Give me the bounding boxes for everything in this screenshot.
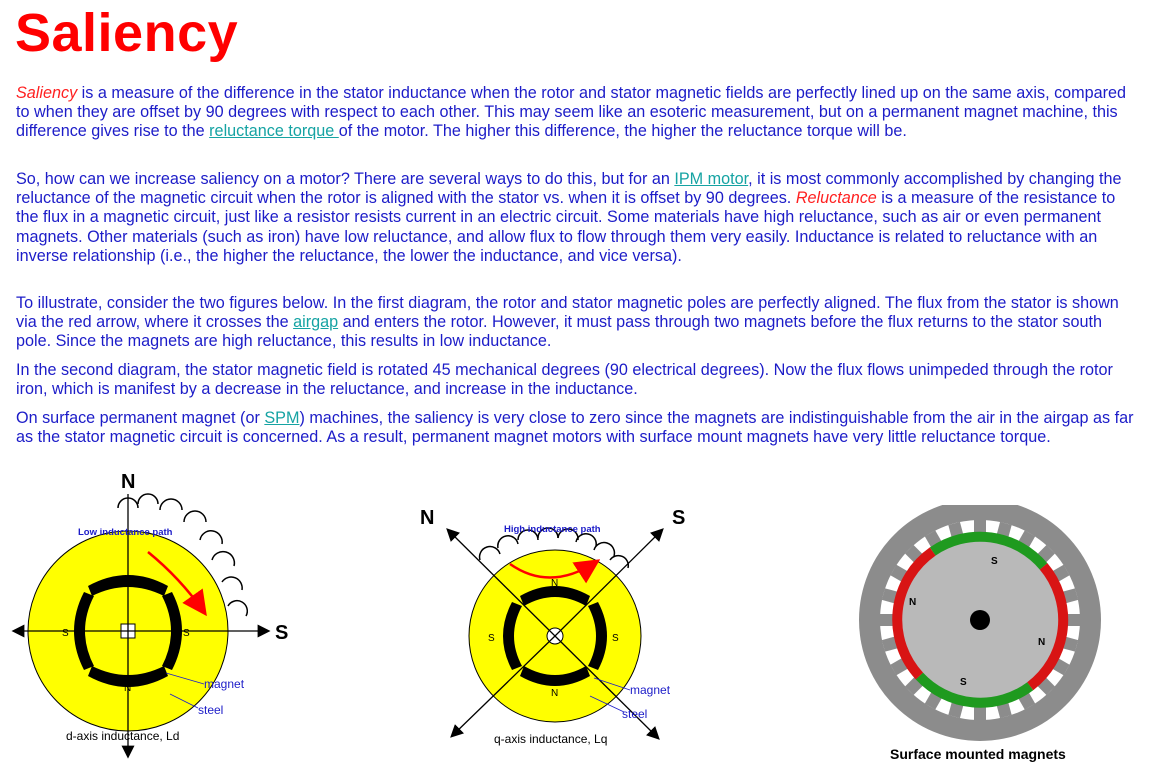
north-label: N (121, 471, 136, 493)
ipm-motor-link[interactable]: IPM motor (674, 170, 749, 188)
label-s-top: S (991, 556, 998, 567)
airgap-link[interactable]: airgap (293, 313, 339, 332)
p1-text-b: of the motor. The higher this difference, the higher the reluctance torque will be. (338, 122, 907, 141)
term-saliency: Saliency (16, 84, 78, 102)
spm-link[interactable]: SPM (264, 409, 300, 427)
p2-text-b: , it is most commonly accomplished by changing the reluctance of the magnetic circuit when the rotor is aligned with the stator vs. when it is offset by 90 degrees. (16, 170, 1122, 208)
paragraph-spm (16, 409, 1136, 447)
pole-n-top: N (124, 574, 132, 585)
pole-n-bottom: N (124, 683, 132, 694)
p3-text-a: To illustrate, consider the two figures below. In the first diagram, the rotor and stator magnetic poles are perfectly aligned. The flux from the stator is shown via the red arrow, where it crosses the (16, 294, 1119, 332)
p5-text-a: On surface permanent magnet (or (16, 409, 265, 427)
paragraph-illustrate (16, 294, 1136, 352)
figure-q-axis (410, 500, 700, 760)
p2-text-a: So, how can we increase saliency on a motor? There are several ways to do this, but for an (16, 170, 675, 188)
p3-text-b: and enters the rotor. However, it must pass through two magnets before the flux returns to the stator south pole. Since the magnets are high reluctance, this results in low inductance. (16, 313, 1103, 351)
spm-caption: Surface mounted magnets (890, 746, 1066, 762)
steel-label: steel (198, 703, 224, 717)
paragraph-saliency-definition (16, 84, 1136, 142)
path-label: Low inductance path (78, 527, 173, 538)
q-axis-diagram (410, 500, 700, 760)
p1-text-a: is a measure of the difference in the stator inductance when the rotor and stator magnetic fields are perfectly lined up on the same axis, compared to when they are offset by 90 degrees with respect to each other. This may seem like an esoteric measurement, but on a permanent magnet machine, this difference gives rise to the (16, 84, 1127, 141)
magnet-label: magnet (630, 683, 671, 697)
shaft (970, 610, 990, 630)
reluctance-torque-link[interactable]: reluctance torque (209, 122, 339, 141)
magnet-label: magnet (204, 677, 245, 691)
label-n-right: N (1038, 637, 1046, 648)
figure-d-axis (0, 468, 310, 768)
north-label: N (420, 507, 435, 529)
d-axis-caption: d-axis inductance, Ld (66, 729, 180, 743)
d-axis-diagram (0, 468, 310, 768)
paragraph-increase-saliency (16, 170, 1136, 266)
q-axis-caption: q-axis inductance, Lq (494, 732, 608, 746)
label-s-bottom: S (960, 677, 967, 688)
path-label: High inductance path (504, 524, 601, 535)
label-n-left: N (909, 597, 917, 608)
pole-s-right: S (612, 633, 619, 644)
south-label: S (275, 622, 289, 644)
pole-n-bottom: N (551, 688, 559, 699)
south-label: S (672, 507, 686, 529)
spm-diagram (850, 505, 1120, 770)
pole-s-left: S (62, 628, 69, 639)
steel-label: steel (622, 707, 648, 721)
p2-text-c: is a measure of the resistance to the flux in a magnetic circuit, just like a resistor resists current in an electric circuit. Some materials have high reluctance, such as air or even permanent magnets. Other materials (such as iron) have low reluctance, and allow flux to flow through them very easily. Inductance is related to reluctance with an inverse relationship (i.e., the higher the reluctance, the lower the inductance, and vice versa). (16, 189, 1116, 265)
p5-text-b: ) machines, the saliency is very close to zero since the magnets are indistinguishable from the air in the airgap as far as the stator magnetic circuit is concerned. As a result, permanent magnet motors with surface mount magnets have very little reluctance torque. (16, 409, 1134, 447)
term-reluctance: Reluctance (795, 189, 877, 208)
pole-s-right: S (183, 628, 190, 639)
pole-s-left: S (488, 633, 495, 644)
figure-spm (850, 505, 1120, 770)
page-title: Saliency (15, 3, 239, 63)
paragraph-second-diagram: In the second diagram, the stator magnetic field is rotated 45 mechanical degrees (90 electrical degrees). Now the flux flows unimpeded through the rotor iron, which is manifest by a decrease in the reluctance, and increase in the inductance. (16, 361, 1113, 399)
pole-n-top: N (551, 578, 559, 589)
